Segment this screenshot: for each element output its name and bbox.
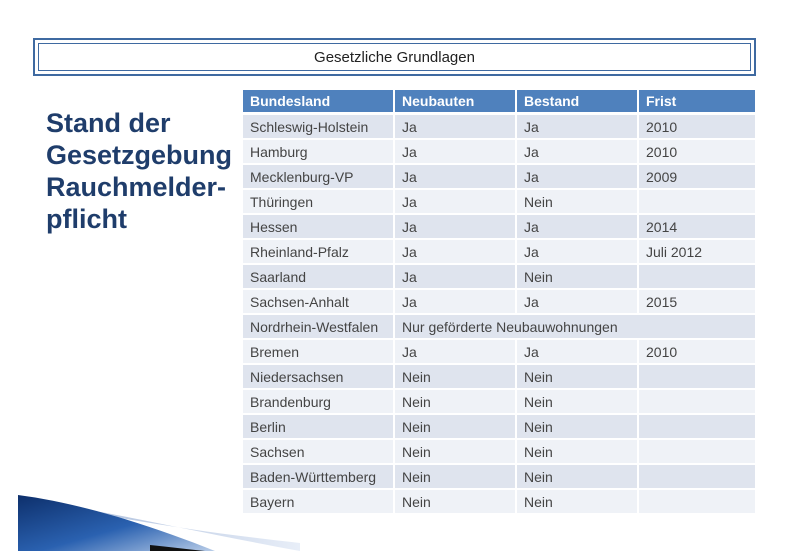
heading-line: Rauchmelder- <box>46 172 227 202</box>
cell-bestand: Ja <box>517 240 639 265</box>
cell-frist <box>639 365 755 390</box>
cell-neubauten: Ja <box>395 165 517 190</box>
cell-bestand: Nein <box>517 265 639 290</box>
cell-bestand: Nein <box>517 490 639 515</box>
heading-line: Gesetzgebung <box>46 140 233 170</box>
cell-bundesland: Saarland <box>243 265 395 290</box>
corner-swoosh-decoration <box>0 489 300 551</box>
table-row <box>243 465 755 490</box>
cell-frist: 2010 <box>639 140 755 165</box>
cell-frist <box>639 465 755 490</box>
cell-frist: 2015 <box>639 290 755 315</box>
cell-neubauten: Nein <box>395 440 517 465</box>
cell-bundesland: Bayern <box>243 490 395 515</box>
cell-bestand: Nein <box>517 465 639 490</box>
table-row <box>243 140 755 165</box>
cell-neubauten: Ja <box>395 115 517 140</box>
table-row <box>243 115 755 140</box>
table-body <box>243 115 755 515</box>
cell-frist: 2014 <box>639 215 755 240</box>
table-row <box>243 490 755 515</box>
cell-bundesland: Schleswig-Holstein <box>243 115 395 140</box>
cell-bestand: Ja <box>517 165 639 190</box>
table-row <box>243 240 755 265</box>
table-row <box>243 190 755 215</box>
cell-bestand: Ja <box>517 115 639 140</box>
cell-bestand: Nein <box>517 365 639 390</box>
cell-neubauten: Ja <box>395 240 517 265</box>
cell-bestand: Nein <box>517 415 639 440</box>
cell-bundesland: Hamburg <box>243 140 395 165</box>
legislation-table <box>243 90 755 515</box>
table-row <box>243 440 755 465</box>
cell-frist: 2010 <box>639 340 755 365</box>
cell-neubauten: Ja <box>395 215 517 240</box>
title-frame <box>33 38 756 76</box>
cell-neubauten: Nein <box>395 390 517 415</box>
cell-frist <box>639 440 755 465</box>
cell-bundesland: Berlin <box>243 415 395 440</box>
cell-bestand: Ja <box>517 140 639 165</box>
cell-frist <box>639 390 755 415</box>
cell-bundesland: Rheinland-Pfalz <box>243 240 395 265</box>
cell-neubauten: Ja <box>395 340 517 365</box>
cell-frist <box>639 490 755 515</box>
cell-neubauten: Ja <box>395 265 517 290</box>
cell-neubauten: Nein <box>395 465 517 490</box>
cell-frist <box>639 265 755 290</box>
cell-neubauten: Nein <box>395 490 517 515</box>
slide-heading <box>46 107 246 235</box>
column-header-bundesland: Bundesland <box>243 90 395 115</box>
cell-frist: Juli 2012 <box>639 240 755 265</box>
cell-bundesland: Nordrhein-Westfalen <box>243 315 395 340</box>
column-header-frist: Frist <box>639 90 755 115</box>
cell-bestand: Ja <box>517 215 639 240</box>
table-row <box>243 340 755 365</box>
cell-neubauten: Ja <box>395 290 517 315</box>
cell-frist <box>639 190 755 215</box>
table-header-row <box>243 90 755 115</box>
column-header-bestand: Bestand <box>517 90 639 115</box>
cell-bestand: Nein <box>517 440 639 465</box>
table-row <box>243 390 755 415</box>
cell-bestand: Ja <box>517 340 639 365</box>
cell-bestand: Nein <box>517 390 639 415</box>
cell-frist: 2010 <box>639 115 755 140</box>
cell-note: Nur geförderte Neubauwohnungen <box>395 315 755 340</box>
slide-title: Gesetzliche Grundlagen <box>38 43 751 71</box>
cell-frist: 2009 <box>639 165 755 190</box>
cell-frist <box>639 415 755 440</box>
cell-bundesland: Thüringen <box>243 190 395 215</box>
cell-bestand: Nein <box>517 190 639 215</box>
cell-bundesland: Brandenburg <box>243 390 395 415</box>
cell-neubauten: Ja <box>395 190 517 215</box>
cell-neubauten: Nein <box>395 415 517 440</box>
cell-bestand: Ja <box>517 290 639 315</box>
heading-line: pflicht <box>46 204 127 234</box>
table-row <box>243 365 755 390</box>
cell-bundesland: Niedersachsen <box>243 365 395 390</box>
cell-bundesland: Sachsen-Anhalt <box>243 290 395 315</box>
table-row <box>243 165 755 190</box>
table-row <box>243 265 755 290</box>
cell-neubauten: Nein <box>395 365 517 390</box>
table-row <box>243 290 755 315</box>
cell-bundesland: Baden-Württemberg <box>243 465 395 490</box>
cell-bundesland: Sachsen <box>243 440 395 465</box>
table-row <box>243 415 755 440</box>
heading-line: Stand der <box>46 108 171 138</box>
table-row <box>243 315 755 340</box>
cell-neubauten: Ja <box>395 140 517 165</box>
column-header-neubauten: Neubauten <box>395 90 517 115</box>
cell-bundesland: Hessen <box>243 215 395 240</box>
cell-bundesland: Bremen <box>243 340 395 365</box>
cell-bundesland: Mecklenburg-VP <box>243 165 395 190</box>
table-row <box>243 215 755 240</box>
